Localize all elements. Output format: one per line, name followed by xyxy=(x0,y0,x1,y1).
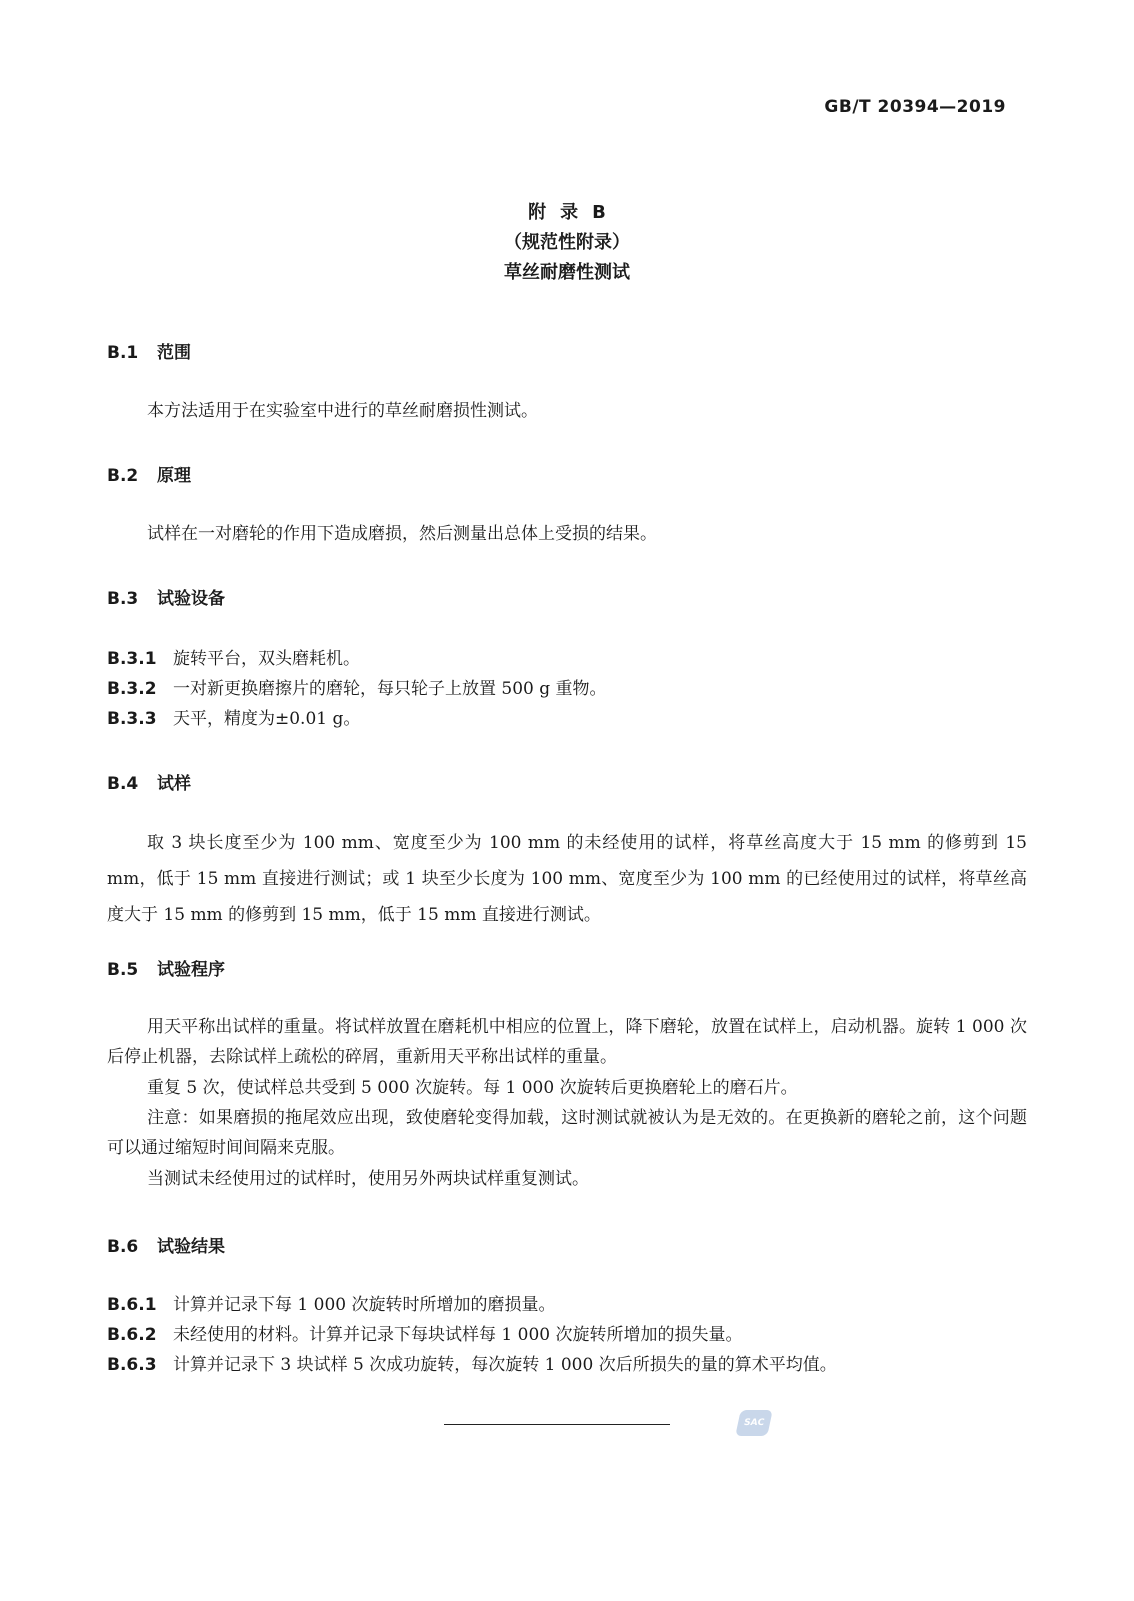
standard-number: GB/T 20394—2019 xyxy=(824,97,1006,117)
clause-b6-3 xyxy=(107,1350,1027,1380)
section-text-b1: 本方法适用于在实验室中进行的草丝耐磨损性测试。 xyxy=(147,401,538,421)
clause-text: 一对新更换磨擦片的磨轮，每只轮子上放置 500 g 重物。 xyxy=(173,679,607,699)
clause-text: 计算并记录下每 1 000 次旋转时所增加的磨损量。 xyxy=(173,1295,556,1315)
procedure-note: 注意：如果磨损的拖尾效应出现，致使磨轮变得加载，这时测试就被认为是无效的。在更换新的磨轮之前，这个问题可以通过缩短时间间隔来克服。 xyxy=(107,1108,1027,1158)
clause-b3-3 xyxy=(107,704,1027,734)
section-title: 试验设备 xyxy=(157,589,225,609)
section-number: B.1 xyxy=(107,343,139,363)
section-text-b4: 取 3 块长度至少为 100 mm、宽度至少为 100 mm 的未经使用的试样，将草丝高度大于 15 mm 的修剪到 15 mm，低于 15 mm 直接进行测试；或 1 块至少长度为 100 mm、宽度至少为 100 mm 的已经使用过的试样，将草丝高度大于 15 mm 的修剪到 15 mm，低于 15 mm 直接进行测试。 xyxy=(107,833,1027,925)
clause-b6-1 xyxy=(107,1290,1027,1320)
clause-text: 旋转平台，双头磨耗机。 xyxy=(173,649,360,669)
section-title: 原理 xyxy=(157,466,191,486)
section-heading-b1 xyxy=(107,338,191,363)
annex-title: 草丝耐磨性测试 xyxy=(504,262,630,283)
section-heading-b2 xyxy=(107,461,191,486)
section-title: 试验结果 xyxy=(157,1237,225,1257)
section-number: B.3 xyxy=(107,589,139,609)
section-number: B.6 xyxy=(107,1237,139,1257)
section-title: 试样 xyxy=(157,774,191,794)
section-number: B.4 xyxy=(107,774,139,794)
annex-type: （规范性附录） xyxy=(504,232,630,253)
annex-label: 附录B xyxy=(528,202,620,223)
section-heading-b4 xyxy=(107,769,191,794)
sac-watermark-logo: SAC xyxy=(735,1410,773,1436)
section-title: 试验程序 xyxy=(157,960,225,980)
section-heading-b6 xyxy=(107,1232,225,1257)
footer-rule xyxy=(444,1424,670,1425)
clause-number: B.6.3 xyxy=(107,1355,157,1375)
section-number: B.2 xyxy=(107,466,139,486)
clause-number: B.6.2 xyxy=(107,1325,157,1345)
clause-b6-2 xyxy=(107,1320,1027,1350)
procedure-paragraph: 重复 5 次，使试样总共受到 5 000 次旋转。每 1 000 次旋转后更换磨轮上的磨石片。 xyxy=(147,1078,798,1098)
clause-number: B.3.2 xyxy=(107,679,157,699)
clause-number: B.6.1 xyxy=(107,1295,157,1315)
procedure-paragraph: 用天平称出试样的重量。将试样放置在磨耗机中相应的位置上，降下磨轮，放置在试样上，启动机器。旋转 1 000 次后停止机器，去除试样上疏松的碎屑，重新用天平称出试样的重量。 xyxy=(107,1017,1027,1067)
section-text-b2: 试样在一对磨轮的作用下造成磨损，然后测量出总体上受损的结果。 xyxy=(147,524,657,544)
clause-text: 计算并记录下 3 块试样 5 次成功旋转，每次旋转 1 000 次后所损失的量的算术平均值。 xyxy=(173,1355,837,1375)
section-heading-b3 xyxy=(107,584,225,609)
clause-b3-1 xyxy=(107,644,1027,674)
clause-text: 未经使用的材料。计算并记录下每块试样每 1 000 次旋转所增加的损失量。 xyxy=(173,1325,743,1345)
clause-text: 天平，精度为±0.01 g。 xyxy=(173,709,361,729)
section-heading-b5 xyxy=(107,955,225,980)
clause-number: B.3.1 xyxy=(107,649,157,669)
annex-heading xyxy=(0,198,1134,288)
clause-number: B.3.3 xyxy=(107,709,157,729)
section-number: B.5 xyxy=(107,960,139,980)
clause-b3-2 xyxy=(107,674,1027,704)
section-title: 范围 xyxy=(157,343,191,363)
procedure-paragraph: 当测试未经使用过的试样时，使用另外两块试样重复测试。 xyxy=(147,1169,589,1189)
